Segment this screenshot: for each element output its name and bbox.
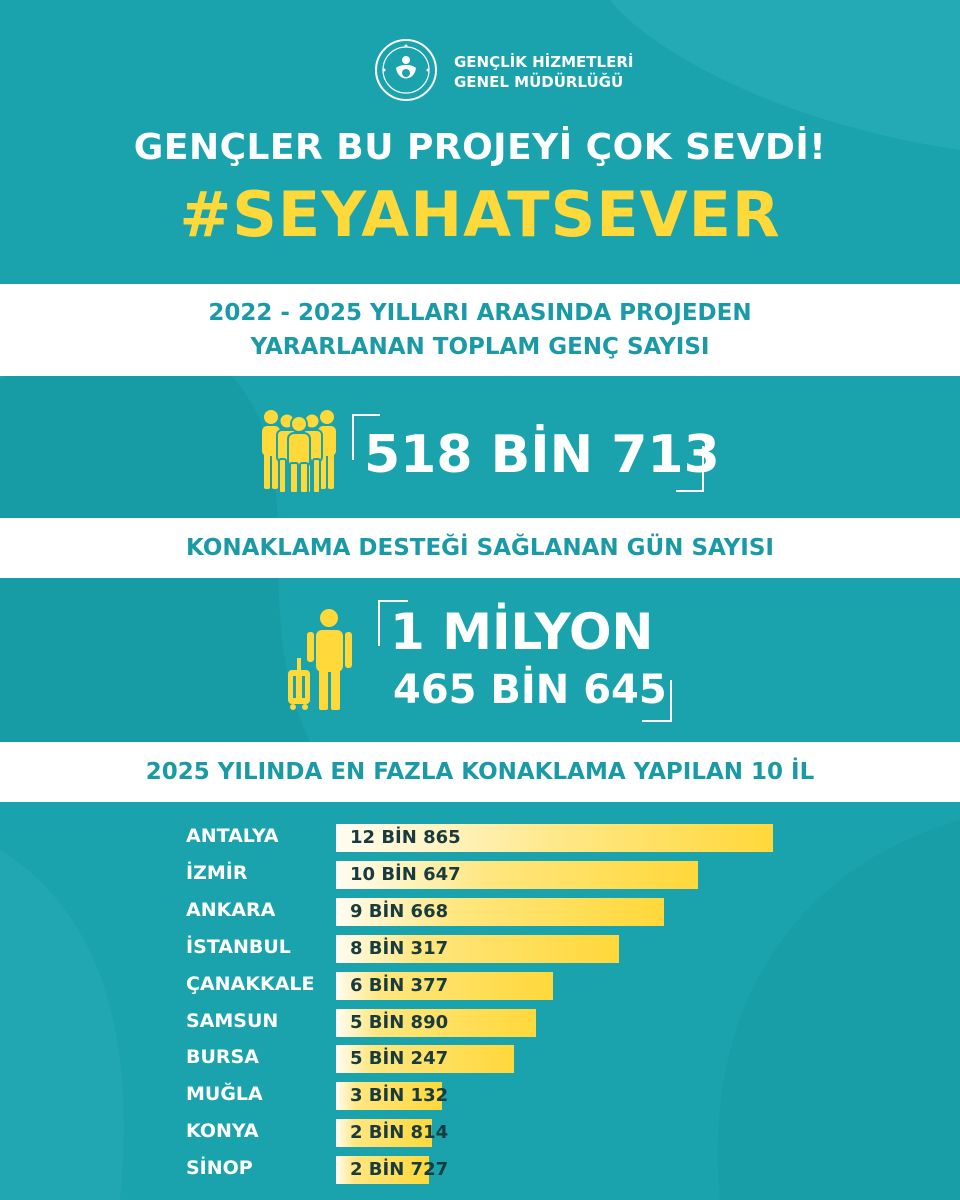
section2-title: KONAKLAMA DESTEĞİ SAĞLANAN GÜN SAYISI xyxy=(186,535,774,561)
bar xyxy=(336,824,773,852)
section1-title-band xyxy=(0,284,960,376)
province-label: İZMİR xyxy=(186,861,248,884)
province-label: ANKARA xyxy=(186,898,276,921)
bar-value-label: 6 BİN 377 xyxy=(350,974,449,996)
province-label: ÇANAKKALE xyxy=(186,972,315,995)
traveler-with-suitcase-icon xyxy=(284,608,356,712)
bar-value-label: 5 BİN 247 xyxy=(350,1048,449,1070)
section1-title-line2: YARARLANAN TOPLAM GENÇ SAYISI xyxy=(250,334,710,360)
bar-value-label: 3 BİN 132 xyxy=(350,1085,449,1107)
bar xyxy=(336,972,553,1000)
section1-title-line1: 2022 - 2025 YILLARI ARASINDA PROJEDEN xyxy=(208,300,752,326)
bar xyxy=(336,1009,536,1037)
hashtag: #SEYAHATSEVER xyxy=(179,178,781,251)
headline: GENÇLER BU PROJEYİ ÇOK SEVDİ! xyxy=(133,127,827,168)
section3-title-band xyxy=(0,742,960,802)
bar xyxy=(336,935,619,963)
section3-title: 2025 YILINDA EN FAZLA KONAKLAMA YAPILAN 10 İL xyxy=(145,759,815,785)
province-label: KONYA xyxy=(186,1120,259,1143)
province-label: İSTANBUL xyxy=(186,935,291,958)
bar xyxy=(336,1156,449,1184)
section2-title-band xyxy=(0,518,960,578)
accommodation-days-value-line1: 1 MİLYON xyxy=(390,603,654,661)
ministry-logo-icon xyxy=(374,38,438,102)
accommodation-days-value-line2: 465 BİN 645 xyxy=(393,667,667,713)
group-of-people-icon xyxy=(255,405,345,495)
bar-value-label: 12 BİN 865 xyxy=(350,827,461,848)
bar xyxy=(336,861,698,889)
province-label: MUĞLA xyxy=(186,1083,263,1106)
province-label: SİNOP xyxy=(186,1157,253,1180)
bar xyxy=(336,1119,449,1147)
total-youth-value: 518 BİN 713 xyxy=(364,425,720,485)
bar-value-label: 5 BİN 890 xyxy=(350,1011,449,1033)
bar-value-label: 8 BİN 317 xyxy=(350,937,449,959)
org-name-line1: GENÇLİK HİZMETLERİ xyxy=(454,53,634,71)
org-name xyxy=(454,52,633,92)
province-label: SAMSUN xyxy=(186,1009,279,1032)
bar xyxy=(336,1045,514,1073)
bar-value-label: 2 BİN 814 xyxy=(350,1122,449,1144)
bar-value-label: 9 BİN 668 xyxy=(350,900,449,922)
province-label: ANTALYA xyxy=(186,825,279,847)
bar xyxy=(336,898,664,926)
bar-value-label: 10 BİN 647 xyxy=(350,863,461,885)
province-label: BURSA xyxy=(186,1046,259,1069)
org-name-line2: GENEL MÜDÜRLÜĞÜ xyxy=(454,73,624,91)
bar-value-label: 2 BİN 727 xyxy=(350,1159,449,1181)
bar xyxy=(336,1082,449,1110)
